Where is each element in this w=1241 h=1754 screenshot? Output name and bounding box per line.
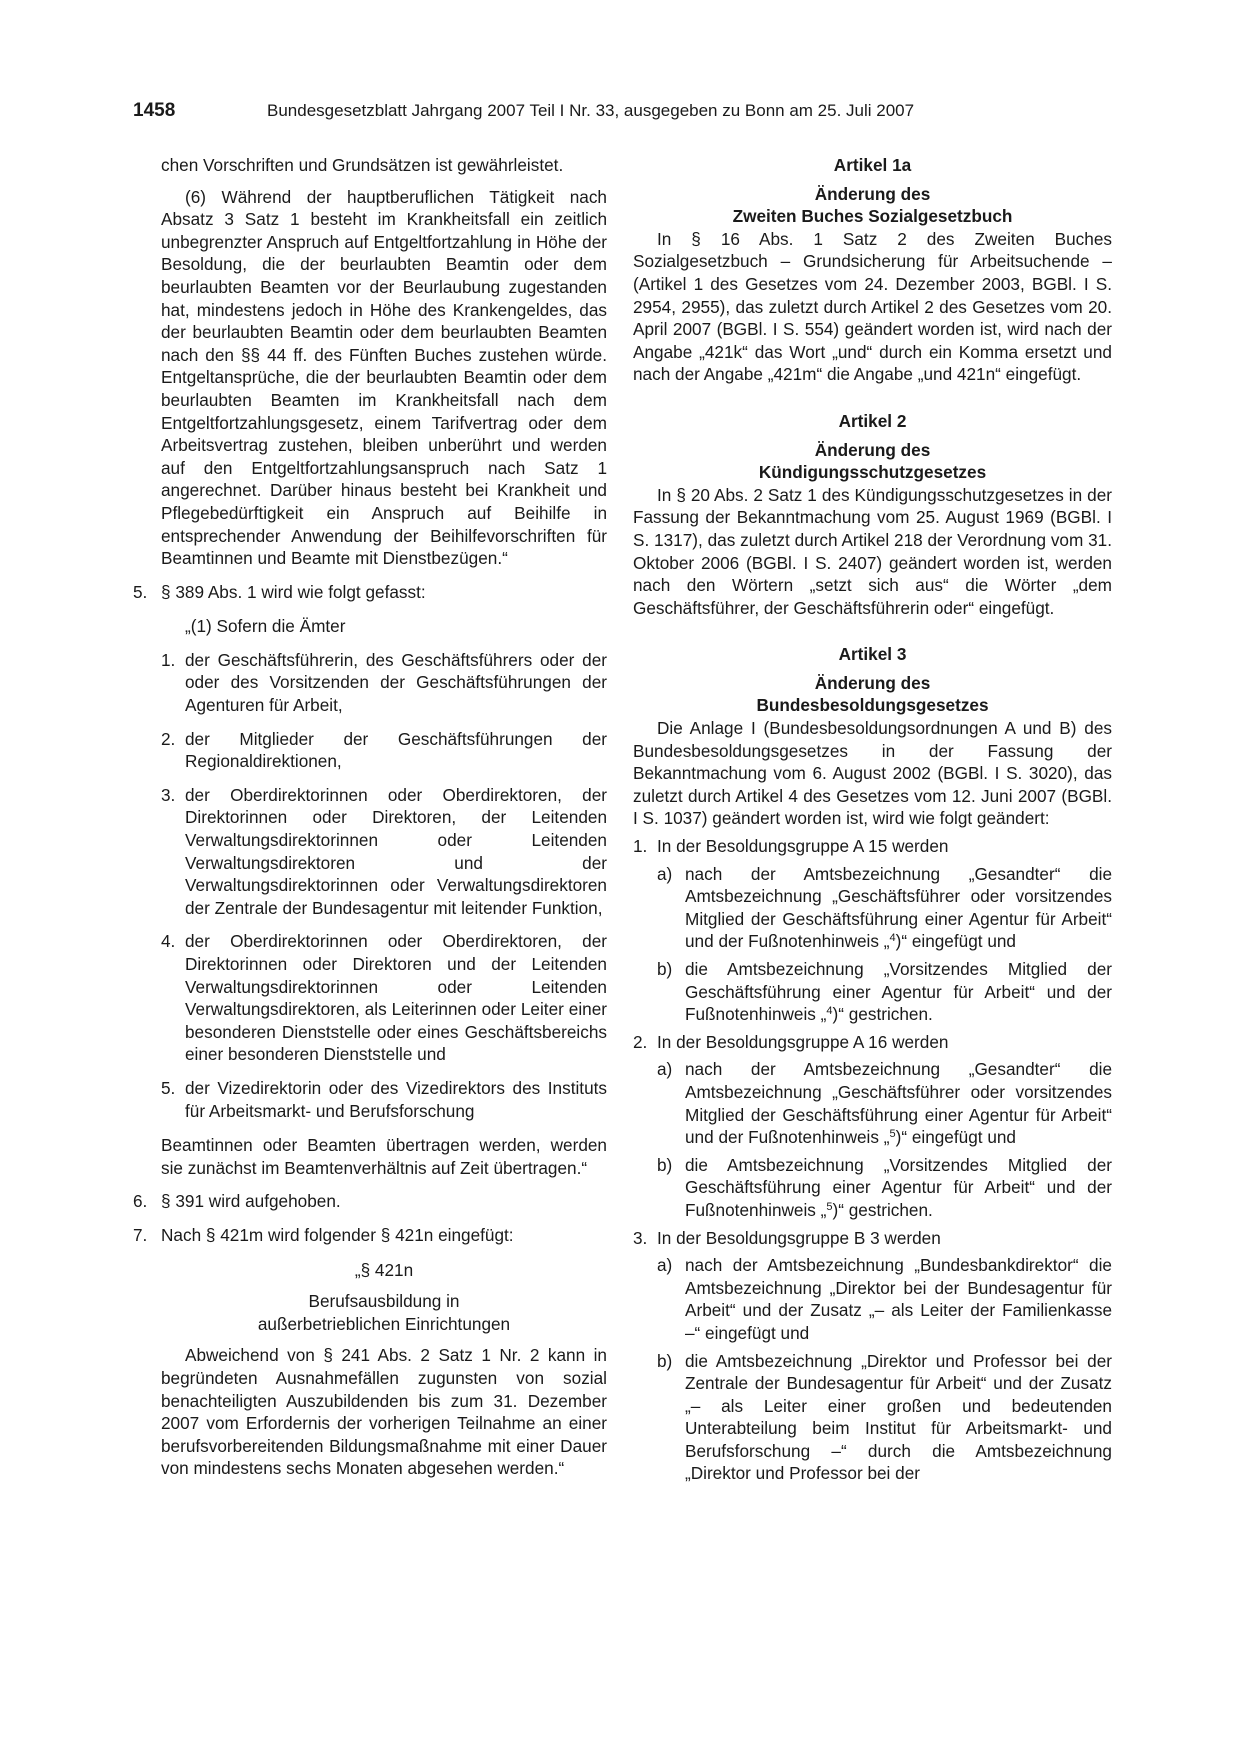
footnote-ref: 4 (826, 1005, 833, 1018)
list-text: In der Besoldungsgruppe B 3 werden (657, 1227, 941, 1248)
amendment-item-3b (633, 1350, 1112, 1486)
list-marker: 3. (633, 1227, 648, 1248)
sub-list-text: der Oberdirektorinnen oder Oberdirektoren, der Direktorinnen oder Direktoren und der Leitenden Verwaltungsdirektorinnen oder Leitenden Verwaltungsdirektoren, als Leiterinnen oder Leiter einer besonderen Dienststelle oder eines Geschäftsbereichs einer besonderen Dienststelle und (185, 931, 607, 1065)
list-text-tail: )“ eingefügt und (895, 931, 1016, 952)
list-marker: 1. (633, 836, 648, 857)
sub-list-marker: 3. (161, 784, 176, 805)
list-marker: b) (657, 1350, 673, 1371)
list-text: Nach § 421m wird folgender § 421n eingefügt: (161, 1224, 514, 1245)
sub-list (133, 649, 607, 1122)
amendment-item-2b (633, 1154, 1112, 1222)
sub-list-marker: 1. (161, 649, 176, 670)
amendment-item-3a (633, 1254, 1112, 1344)
left-column (133, 154, 607, 1480)
list-text: § 391 wird aufgehoben. (161, 1191, 341, 1212)
list-item-7 (133, 1224, 607, 1247)
sub-list-text: der Oberdirektorinnen oder Oberdirektoren, der Direktorinnen oder Direktoren, der Leitenden Verwaltungsdirektorinnen oder Leitenden Verwaltungsdirektoren und der Verwaltungsdirektorinnen oder Verwaltungsdirektoren der Zentrale der Bundesagentur mit leitender Funktion, (185, 784, 607, 918)
sub-list-marker: 5. (161, 1077, 176, 1098)
sub-list-item (133, 784, 607, 920)
sub-list-text: der Vizedirektorin oder des Vizedirektors des Instituts für Arbeitsmarkt- und Berufsforschung (185, 1077, 607, 1121)
amendment-item-3 (633, 1227, 1112, 1250)
list-marker: b) (657, 959, 673, 979)
article-1a-body: In § 16 Abs. 1 Satz 2 des Zweiten Buches Sozialgesetzbuch – Grundsicherung für Arbeitsuchende – (Artikel 1 des Gesetzes vom 24. Dezember 2003, BGBl. I S. 2954, 2955), das zuletzt durch Artikel 2 des Gesetzes vom 20. April 2007 (BGBl. I S. 554) geändert worden ist, wird nach der Angabe „421k“ das Wort „und“ durch ein Komma ersetzt und nach der Angabe „421m“ die Angabe „und 421n“ eingefügt. (633, 228, 1112, 385)
list-item-5 (133, 581, 607, 604)
article-1a-subtitle-1: Änderung des (814, 183, 931, 204)
article-2-subtitle-1: Änderung des (814, 439, 931, 460)
section-body: Abweichend von § 241 Abs. 2 Satz 1 Nr. 2 kann in begründeten Ausnahmefällen zugunsten von sozial benachteiligten Auszubildenden bis zum 31. Dezember 2007 vom Erfordernis der vorherigen Teilnahme an einer berufsvorbereitenden Bildungsmaßnahme mit einer Dauer von mindestens sechs Monaten abgesehen werden.“ (161, 1345, 607, 1479)
list-text-part: die Amtsbezeichnung „Vorsitzendes Mitglied der Geschäftsführung einer Agentur für Arbeit“ und der Fußnotenhinweis „ (685, 959, 1112, 1025)
article-2-subtitle-2: Kündigungsschutzgesetzes (758, 462, 987, 483)
closing-text: Beamtinnen oder Beamten übertragen werden, werden sie zunächst im Beamtenverhältnis auf Zeit übertragen.“ (161, 1135, 607, 1178)
list-text-part: nach der Amtsbezeichnung „Gesandter“ die Amtsbezeichnung „Geschäftsführer oder vorsitzendes Mitglied der Geschäftsführung einer Agentur für Arbeit“ und der Fußnotenhinweis „ (685, 863, 1112, 952)
article-1a-title: Artikel 1a (833, 155, 912, 175)
sub-list-item (133, 728, 607, 773)
section-title-line-1: Berufsausbildung in (308, 1291, 460, 1312)
list-text (685, 1058, 1112, 1148)
running-head: Bundesgesetzblatt Jahrgang 2007 Teil I Nr. 33, ausgegeben zu Bonn am 25. Juli 2007 (267, 101, 915, 120)
list-text-part: die Amtsbezeichnung „Vorsitzendes Mitglied der Geschäftsführung einer Agentur für Arbeit“ und der Fußnotenhinweis „ (685, 1154, 1112, 1220)
list-marker: a) (657, 1255, 673, 1276)
list-marker: a) (657, 1059, 673, 1080)
footnote-ref: 4 (889, 932, 896, 945)
right-column (633, 154, 1112, 1485)
article-1a-subtitle-2: Zweiten Buches Sozialgesetzbuch (732, 206, 1013, 227)
list-text (685, 1154, 1112, 1222)
list-text: § 389 Abs. 1 wird wie folgt gefasst: (161, 581, 426, 602)
sub-list-item (133, 1077, 607, 1122)
list-marker: 7. (133, 1224, 148, 1245)
list-text-tail: )“ gestrichen. (832, 1004, 933, 1025)
list-marker: 5. (133, 581, 148, 602)
list-text-tail: )“ gestrichen. (832, 1199, 933, 1220)
paragraph-6: (6) Während der hauptberuflichen Tätigkeit nach Absatz 3 Satz 1 besteht im Krankheitsfall ein zeitlich unbegrenzter Anspruch auf Entgeltfortzahlung in Höhe der Besoldung, die der beurlaubten Beamtin oder dem beurlaubten Beamten vor der Beurlaubung zugestanden hat, mindestens jedoch in Höhe des Krankengeldes, das der beurlaubten Beamtin oder dem beurlaubten Beamten nach den §§ 44 ff. des Fünften Buches zustehen würde. Entgeltansprüche, die der beurlaubten Beamtin oder dem beurlaubten Beamten im Krankheitsfall nach dem Entgeltfortzahlungsgesetz, einem Tarifvertrag oder dem Arbeitsvertrag zustehen, bleiben unberührt und werden auf den Entgeltfortzahlungsanspruch nach Satz 1 angerechnet. Darüber hinaus besteht bei Krankheit und Pflegebedürftigkeit ein Anspruch auf Beihilfe in entsprechender Anwendung der Beihilfevorschriften für Beamtinnen und Beamte mit Dienstbezügen.“ (161, 186, 607, 569)
continuation-text: chen Vorschriften und Grundsätzen ist gewährleistet. (161, 155, 564, 175)
sub-list-item (133, 649, 607, 717)
amendment-item-2 (633, 1031, 1112, 1054)
list-marker: b) (657, 1154, 673, 1175)
list-marker: 2. (633, 1031, 648, 1052)
list-text: In der Besoldungsgruppe A 15 werden (657, 836, 949, 857)
list-marker: 6. (133, 1191, 148, 1212)
list-text-tail: )“ eingefügt und (895, 1127, 1016, 1148)
list-item-6 (133, 1190, 607, 1213)
article-2-body: In § 20 Abs. 2 Satz 1 des Kündigungsschutzgesetzes in der Fassung der Bekanntmachung vom 25. August 1969 (BGBl. I S. 1317), das zuletzt durch Artikel 218 der Verordnung vom 31. Oktober 2006 (BGBl. I S. 2407) geändert worden ist, werden nach den Wörtern „setzt sich aus“ die Wörter „dem Geschäftsführer, der Geschäftsführerin oder“ eingefügt. (633, 484, 1112, 618)
list-text (685, 863, 1112, 953)
list-text: In der Besoldungsgruppe A 16 werden (657, 1031, 949, 1052)
section-heading: „§ 421n (354, 1259, 414, 1280)
amendment-item-1b (633, 958, 1112, 1026)
article-3-subtitle-1: Änderung des (814, 672, 931, 693)
amendment-item-1a (633, 863, 1112, 953)
article-3-body: Die Anlage I (Bundesbesoldungsordnungen A und B) des Bundesbesoldungsgesetzes in der Fassung der Bekanntmachung vom 6. August 2002 (BGBl. I S. 3020), das zuletzt durch Artikel 4 des Gesetzes vom 12. Juni 2007 (BGBl. I S. 1037) geändert worden ist, wird wie folgt geändert: (633, 718, 1112, 829)
list-text-part: nach der Amtsbezeichnung „Gesandter“ die Amtsbezeichnung „Geschäftsführer oder vorsitzendes Mitglied der Geschäftsführung einer Agentur für Arbeit“ und der Fußnotenhinweis „ (685, 1059, 1112, 1148)
sub-list-marker: 2. (161, 728, 176, 749)
article-2-title: Artikel 2 (838, 410, 907, 431)
article-3-subtitle-2: Bundesbesoldungsgesetzes (756, 695, 989, 716)
quote-intro: „(1) Sofern die Ämter (185, 616, 346, 637)
page-number: 1458 (133, 100, 176, 121)
sub-list-text: der Geschäftsführerin, des Geschäftsführers oder der oder des Vorsitzenden der Geschäftsführungen der Agenturen für Arbeit, (185, 649, 607, 716)
amendment-item-1 (633, 835, 1112, 858)
page-header (133, 100, 1113, 126)
sub-list-text: der Mitglieder der Geschäftsführungen der Regionaldirektionen, (185, 728, 607, 772)
sub-list-item (133, 930, 607, 1066)
footnote-ref: 5 (889, 1128, 896, 1141)
list-text: die Amtsbezeichnung „Direktor und Professor bei der Zentrale der Bundesagentur für Arbeit“ und der Zusatz „– als Leiter einer großen und bedeutenden Unterabteilung beim Institut für Arbeitsmarkt- und Berufsforschung –“ durch die Amtsbezeichnung „Direktor und Professor bei der (685, 1350, 1112, 1484)
footnote-ref: 5 (826, 1200, 833, 1213)
sub-list-marker: 4. (161, 931, 176, 952)
list-text (685, 958, 1112, 1026)
article-3-title: Artikel 3 (838, 644, 907, 665)
list-marker: a) (657, 863, 673, 884)
amendment-item-2a (633, 1058, 1112, 1148)
list-text: nach der Amtsbezeichnung „Bundesbankdirektor“ die Amtsbezeichnung „Direktor bei der Bundesagentur für Arbeit“ und der Zusatz „– als Leiter der Familienkasse –“ eingefügt und (685, 1255, 1112, 1343)
section-title-line-2: außerbetrieblichen Einrichtungen (257, 1313, 511, 1334)
